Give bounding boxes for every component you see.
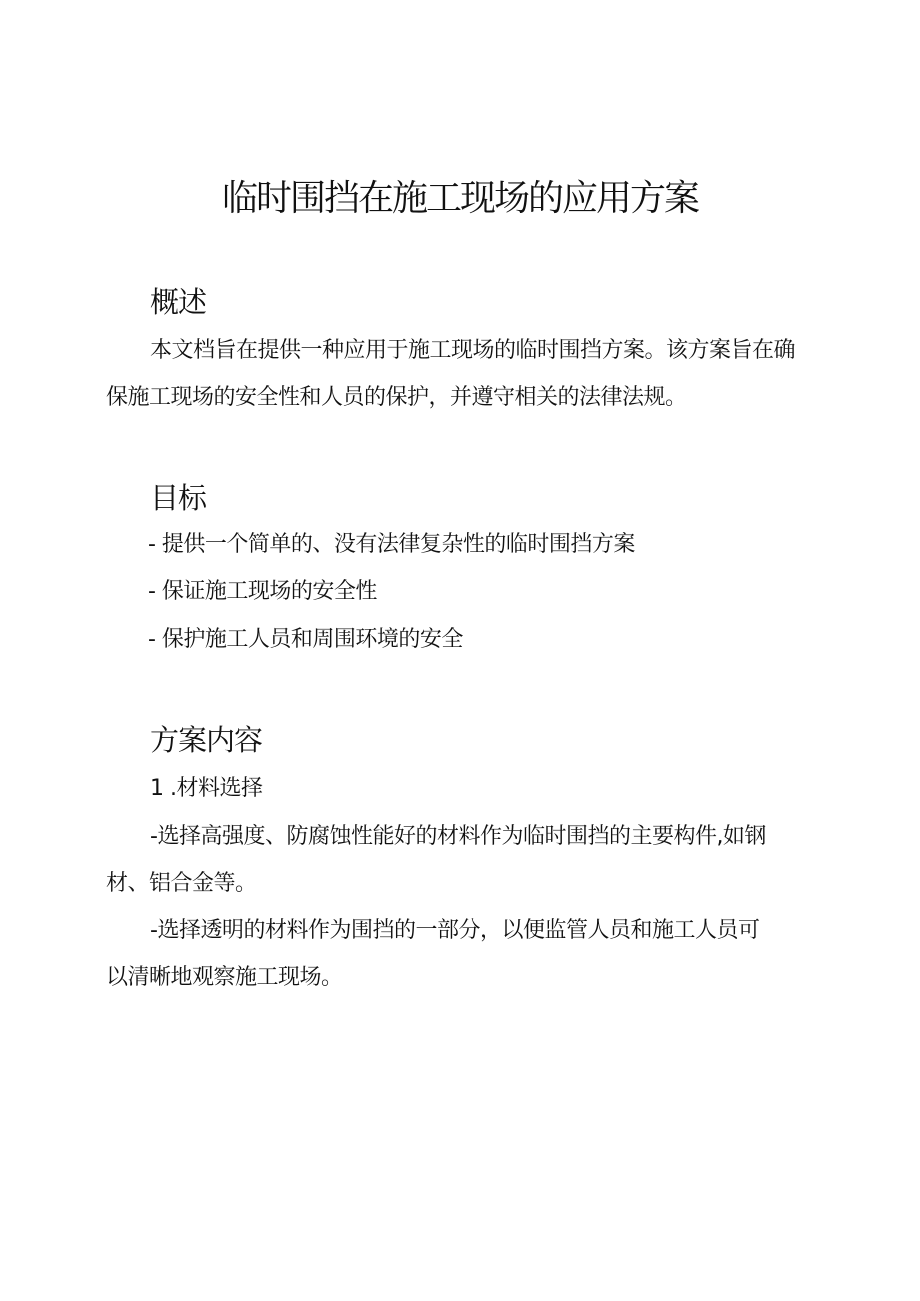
section-heading-overview: 概述 [150, 285, 207, 319]
content-subheading-materials: 1 .材料选择 [150, 776, 263, 801]
section-heading-goals: 目标 [150, 481, 207, 515]
content-paragraph-2 [106, 907, 776, 1001]
overview-paragraph-text: 本文档旨在提供一种应用于施工现场的临时围挡方案。该方案旨在确保施工现场的安全性和人员的保护，并遵守相关的法律法规。 [106, 338, 796, 410]
goal-item-3: - 保护施工人员和周围环境的安全 [148, 627, 463, 652]
section-heading-content: 方案内容 [150, 723, 263, 757]
content-paragraph-1 [106, 813, 806, 907]
content-paragraph-1-text: -选择高强度、防腐蚀性能好的材料作为临时围挡的主要构件,如钢材、铝合金等。 [106, 824, 766, 896]
goal-item-2: - 保证施工现场的安全性 [148, 579, 377, 604]
content-paragraph-2-text: -选择透明的材料作为围挡的一部分，以便监管人员和施工人员可以清晰地观察施工现场。 [106, 918, 760, 990]
overview-paragraph [106, 327, 806, 421]
goal-item-1: - 提供一个简单的、没有法律复杂性的临时围挡方案 [148, 532, 635, 557]
document-title: 临时围挡在施工现场的应用方案 [221, 178, 698, 219]
